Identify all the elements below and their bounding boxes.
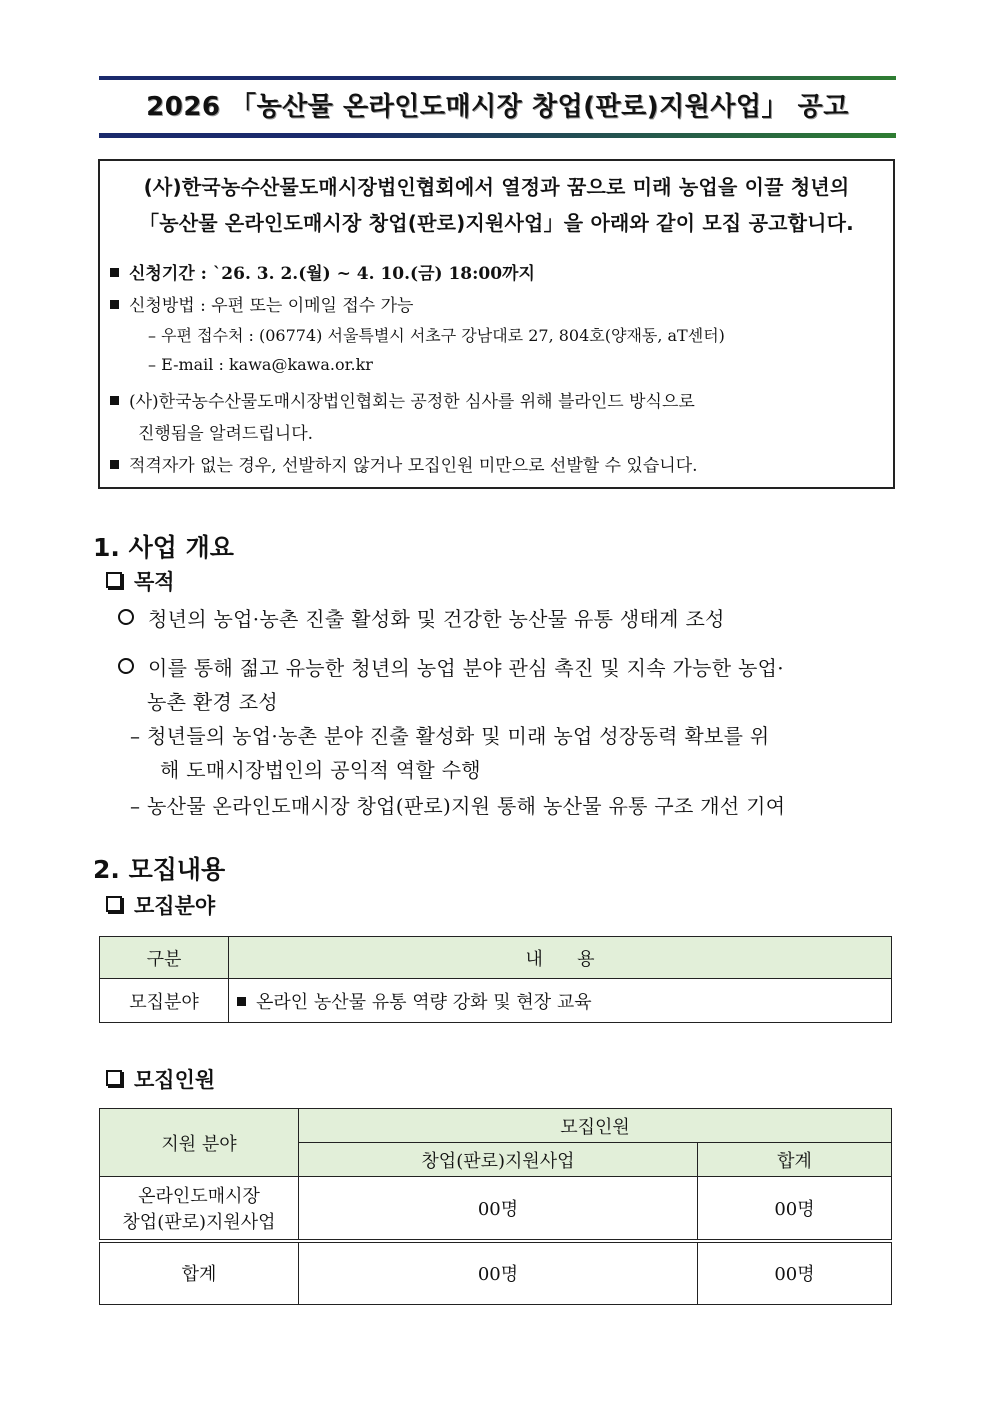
- notice-method: 신청방법 : 우편 또는 이메일 접수 가능: [110, 291, 413, 316]
- table2-row2-b: 00명: [698, 1241, 892, 1305]
- circle-bullet-icon: [118, 658, 134, 674]
- notice-box: [98, 159, 895, 489]
- notice-intro-line1: (사)한국농수산물도매시장법인협회에서 열정과 꿈으로 미래 농업을 이끌 청년의: [143, 175, 850, 199]
- notice-email: – E-mail : kawa@kawa.or.kr: [148, 355, 373, 374]
- square-bullet-icon: [110, 396, 119, 405]
- recruit-count-table: [99, 1108, 892, 1305]
- purpose-detail-1: – 청년들의 농업·농촌 분야 진출 활성화 및 미래 농업 성장동력 확보를 위: [130, 724, 770, 748]
- square-bullet-icon: [110, 268, 119, 277]
- purpose-detail-1-line2: 해 도매시장법인의 공익적 역할 수행: [160, 758, 481, 782]
- table2-row1-b: 00명: [698, 1177, 892, 1241]
- checkbox-square-icon: [106, 572, 122, 588]
- title-top-rule: [99, 76, 896, 80]
- table2-row1-a: 00명: [299, 1177, 698, 1241]
- table2-header-group: 모집인원: [299, 1109, 892, 1143]
- purpose-detail-2: – 농산물 온라인도매시장 창업(판로)지원 통해 농산물 유통 구조 개선 기여: [130, 794, 786, 818]
- table2-header-a: 창업(판로)지원사업: [299, 1143, 698, 1177]
- table2-row2-a: 00명: [299, 1241, 698, 1305]
- circle-bullet-icon: [118, 609, 134, 625]
- page-title: 2026 「농산물 온라인도매시장 창업(판로)지원사업」 공고: [146, 92, 849, 122]
- table1-row-label: 모집분야: [100, 979, 229, 1023]
- table1-header-category: 구분: [100, 937, 229, 979]
- table1-row-value: 온라인 농산물 유통 역량 강화 및 현장 교육: [229, 979, 892, 1023]
- square-bullet-icon: [110, 300, 119, 309]
- checkbox-square-icon: [106, 1070, 122, 1086]
- notice-post: – 우편 접수처 : (06774) 서울특별시 서초구 강남대로 27, 804호(양재동, aT센터): [148, 326, 725, 345]
- notice-blind-line2: 진행됨을 알려드립니다.: [138, 424, 314, 444]
- table2-header-b: 합계: [698, 1143, 892, 1177]
- section2-heading: 2. 모집내용: [93, 855, 226, 884]
- notice-blind: (사)한국농수산물도매시장법인협회는 공정한 심사를 위해 블라인드 방식으로: [110, 387, 695, 412]
- checkbox-square-icon: [106, 896, 122, 912]
- notice-intro-line2: 「농산물 온라인도매시장 창업(판로)지원사업」을 아래와 같이 모집 공고합니다.: [139, 211, 854, 235]
- purpose-item-1: 청년의 농업·농촌 진출 활성화 및 건강한 농산물 유통 생태계 조성: [118, 603, 725, 632]
- purpose-item-2-line2: 농촌 환경 조성: [147, 690, 279, 714]
- table2-row2-label: 합계: [100, 1241, 299, 1305]
- recruit-field-table: [99, 936, 892, 1023]
- square-bullet-icon: [237, 997, 246, 1006]
- table2-row1-label: 온라인도매시장 창업(판로)지원사업: [100, 1177, 299, 1241]
- notice-none: 적격자가 없는 경우, 선발하지 않거나 모집인원 미만으로 선발할 수 있습니다.: [110, 451, 698, 476]
- table2-header-field: 지원 분야: [100, 1109, 299, 1177]
- section1-heading: 1. 사업 개요: [93, 533, 234, 562]
- notice-period: 신청기간 : `26. 3. 2.(월) ~ 4. 10.(금) 18:00까지: [110, 259, 535, 284]
- title-bottom-rule: [99, 133, 896, 138]
- section2-sub2: 모집인원: [106, 1064, 215, 1094]
- section2-sub1: 모집분야: [106, 890, 215, 920]
- table1-header-content: 내 용: [229, 937, 892, 979]
- square-bullet-icon: [110, 460, 119, 469]
- purpose-item-2: 이를 통해 젊고 유능한 청년의 농업 분야 관심 촉진 및 지속 가능한 농업·: [118, 652, 784, 681]
- section1-sub: 목적: [106, 566, 175, 596]
